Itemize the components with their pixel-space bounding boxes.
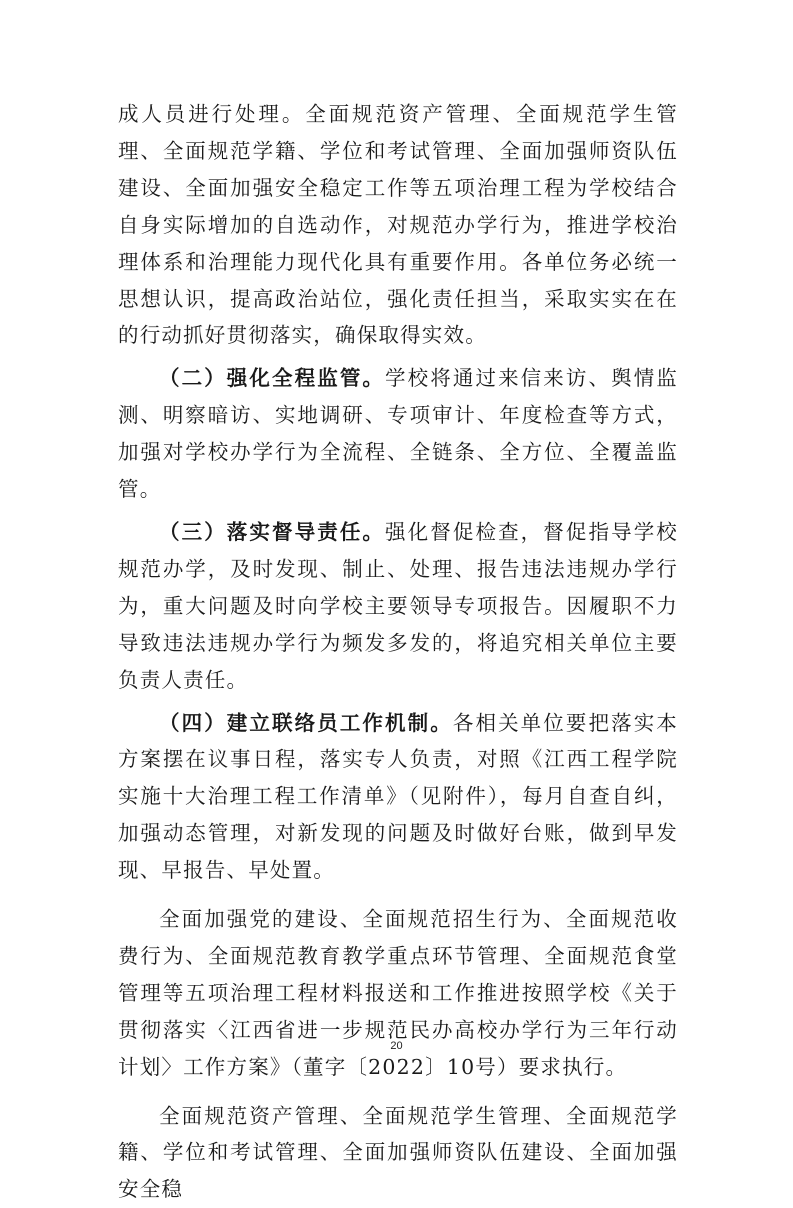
- paragraph-text: 全面加强党的建设、全面规范招生行为、全面规范收费行为、全面规范教育教学重点环节管理、全面规范食堂管理等五项治理工程材料报送和工作推进按照学校《关于贯彻落实〈江西省进一步规范民办高校办学行为三年行动计划〉工作方案》（董字〔2022〕10号）要求执行。: [118, 907, 678, 1079]
- paragraph-section-4: [118, 705, 678, 890]
- paragraph-closing: [118, 1098, 678, 1208]
- paragraph-text: 强化督促检查，督促指导学校规范办学，及时发现、制止、处理、报告违法违规办学行为，重大问题及时向学校主要领导专项报告。因履职不力导致违法违规办学行为频发多发的，将追究相关单位主要负责人责任。: [118, 519, 678, 692]
- paragraph-text: 各相关单位要把落实本方案摆在议事日程，落实专人负责，对照《江西工程学院实施十大治理工程工作清单》（见附件），每月自查自纠，加强动态管理，对新发现的问题及时做好台账，做到早发现、早报告、早处置。: [118, 710, 678, 883]
- paragraph-continuation: [118, 96, 678, 354]
- section-heading: （三）落实督导责任。: [159, 519, 386, 544]
- paragraph-text: 成人员进行处理。全面规范资产管理、全面规范学生管理、全面规范学籍、学位和考试管理、全面加强师资队伍建设、全面加强安全稳定工作等五项治理工程为学校结合自身实际增加的自选动作，对规范办学行为，推进学校治理体系和治理能力现代化具有重要作用。各单位务必统一思想认识，提高政治站位，强化责任担当，采取实实在在的行动抓好贯彻落实，确保取得实效。: [118, 102, 678, 348]
- paragraph-text: 全面规范资产管理、全面规范学生管理、全面规范学籍、学位和考试管理、全面加强师资队伍建设、全面加强安全稳: [118, 1103, 678, 1202]
- paragraph-section-3: [118, 514, 678, 699]
- section-heading: （二）强化全程监管。: [159, 366, 386, 391]
- paragraph-execution-note: [118, 901, 678, 1086]
- page-number: 20: [390, 1040, 403, 1052]
- paragraph-section-2: [118, 360, 678, 508]
- section-heading: （四）建立联络员工作机制。: [159, 710, 453, 735]
- paragraph-text: 学校将通过来信来访、舆情监测、明察暗访、实地调研、专项审计、年度检查等方式，加强对学校办学行为全流程、全链条、全方位、全覆盖监管。: [118, 366, 678, 502]
